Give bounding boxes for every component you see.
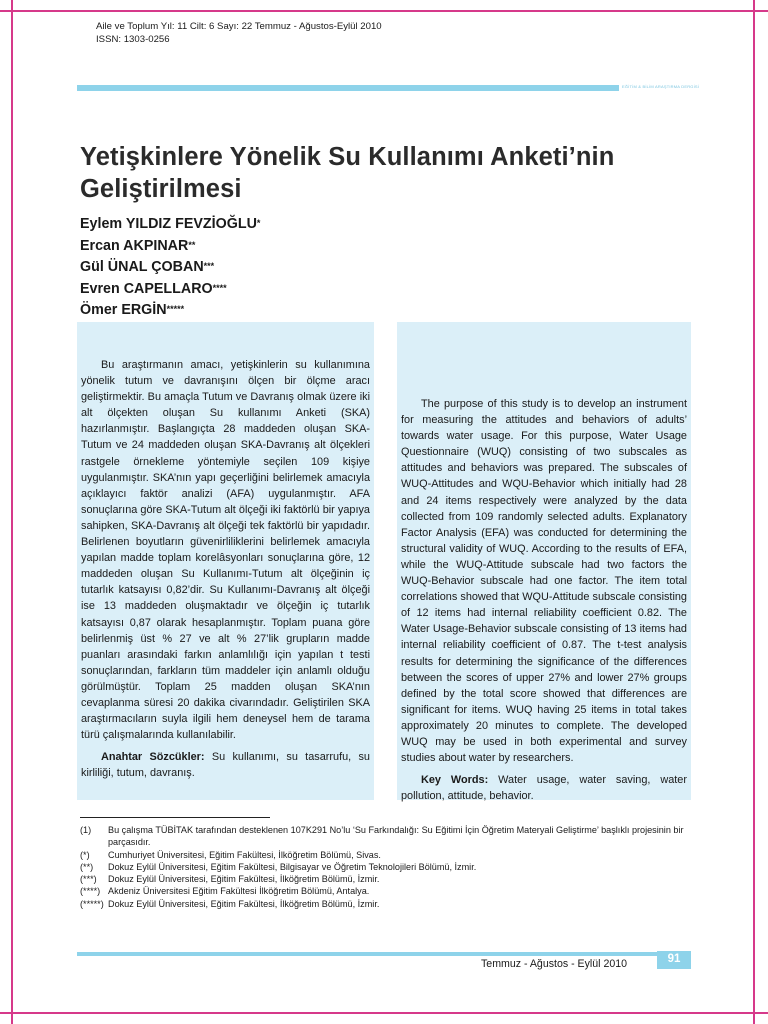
author	[80, 279, 260, 301]
footnote	[80, 885, 695, 897]
header-accent-bar	[77, 85, 619, 91]
footnote-mark: (*****)	[80, 898, 104, 909]
keywords-tr-label: Anahtar Sözcükler:	[101, 751, 205, 764]
author-mark: ***	[203, 261, 215, 272]
keywords-en	[401, 772, 687, 804]
footnote-separator	[80, 817, 270, 818]
author-name: Ercan AKPINAR	[80, 237, 189, 254]
author-list	[80, 214, 260, 322]
footnote-mark: (*)	[80, 849, 90, 860]
keywords-en-list: Water usage, water saving, water pollution, attitude, behavior.	[401, 774, 687, 803]
footnote-mark: (**)	[80, 861, 94, 872]
header-bar-tag: EĞİTİM & BİLİM ARAŞTIRMA DERGİSİ	[622, 84, 700, 89]
article-title: Yetişkinlere Yönelik Su Kullanımı Anketi’nin Geliştirilmesi	[80, 143, 615, 203]
footnote	[80, 873, 695, 885]
footnote-text: Cumhuriyet Üniversitesi, Eğitim Fakültesi, İlköğretim Bölümü, Sivas.	[108, 849, 381, 860]
journal-header	[96, 21, 382, 46]
keywords-en-label: Key Words:	[421, 774, 489, 787]
author-name: Gül ÜNAL ÇOBAN	[80, 259, 204, 276]
footnote-mark: (***)	[80, 874, 97, 885]
author	[80, 214, 260, 236]
abstract-turkish	[77, 322, 374, 800]
author-name: Evren CAPELLARO	[80, 280, 213, 297]
author-mark: *****	[166, 304, 185, 315]
footnote	[80, 824, 695, 849]
keywords-tr-list: Su kullanımı, su tasarrufu, su kirliliği, tutum, davranış.	[81, 751, 370, 780]
footnote	[80, 898, 695, 910]
footnote-mark: (1)	[80, 825, 92, 835]
keywords-tr	[81, 749, 370, 781]
trim-line-right	[753, 0, 755, 1024]
trim-line-left	[11, 0, 13, 1024]
author-mark: **	[188, 239, 196, 250]
footer-accent-bar	[77, 952, 657, 956]
abstract-tr-text: Bu araştırmanın amacı, yetişkinlerin su kullanımına yönelik tutum ve davranışını ölçen bir ölçme aracı geliştirmektir. Bu amaçla Tutum ve Davranış olmak üzere iki alt ölçekten oluşan Su kullanımı Anketi (SKA) hazırlanmıştır. Başlangıçta 28 maddeden oluşan SKA-Tutum ve 24 maddeden oluşan SKA-Davranış alt ölçekleri rastgele örnekleme yöntemiyle seçilen 109 kişiye uygulanmıştır. SKA’nın yapı geçerliğini belirlemek amacıyla açıklayıcı faktör analizi (AFA) uygulanmıştır. AFA sonuçlarına göre SKA-Tutum alt ölçeği iki faktörlü bir yapıya sahipken, SKA-Davranış alt ölçeği tek faktörlü bir yapıdadır. Belirlenen boyutların güvenirliliklerini belirlemek amacıyla yapılan madde toplam korelâsyonları sonuçlarına göre, 12 maddeden oluşan Su Kullanımı-Tutum alt ölçeğinin iç tutarlık katsayısı 0,82’dir. Su Kullanımı-Davranış alt ölçeği ise 13 maddeden oluşmaktadır ve ölçeğin iç tutarlık katsayısı 0,87 olarak hesaplanmıştır. Toplam puana göre belirlenmiş üst % 27 ve alt % 27’lik grupların madde puanları arasındaki farkın anlamlılığı için yapılan t testi sonuçlarından, farkların tüm maddeler için anlamlı olduğu görülmüştür. Toplam 25 madden oluşan SKA’nın cevaplanma süresi 20 dakika civarındadır. Geliştirilen SKA araştırmacıların suyla ilgili hem deneysel hem de tarama türü çalışmalarında kullanılabilir.	[81, 359, 370, 742]
trim-line-top	[0, 10, 768, 12]
footnote-mark: (****)	[80, 886, 101, 897]
abstract-en-text: The purpose of this study is to develop an instrument for measuring the attitudes and behaviors of adults’ towards water usage. For this purpose, Water Usage Questionnaire (WUQ) consisting of two subscales as attitudes and behaviors was prepared. The subscales of WUQ-Attitudes and WQU-Behavior which initially had 28 and 24 items respectively were analyzed by the data collected from 109 randomly selected adults. Explanatory Factor Analysis (EFA) was conducted for determining the structural validity of WUQ. According to the results of EFA, while the WUQ-Attitude subscale had two factors the WUQ-Behavior subscale had one factor. The item total correlations showed that WQU-Attitude subscale consisting of 12 items had internal reliability coefficient 0.82. The Water Usage-Behavior subscale consisting of 13 items had internal reliability coefficient of 0.87. The t-test analysis results for determining the significance of the differences between the scores of upper 27% and lower 27% groups defined by the total score showed that differences are significant for items. WUQ having 25 items in total takes approximately 20 minutes to complete. The developed WUQ may be used in both experimental and survey studies about water by researchers.	[401, 398, 687, 765]
page-number: 91	[657, 951, 691, 969]
trim-line-bottom	[0, 1012, 768, 1014]
footnote-text: Dokuz Eylül Üniversitesi, Eğitim Fakültesi, Bilgisayar ve Öğretim Teknolojileri Bölümü, İzmir.	[108, 861, 477, 872]
footnote-text: Bu çalışma TÜBİTAK tarafından desteklenen 107K291 No’lu ‘Su Farkındalığı: Su Eğitimi İçin Öğretim Materyali Geliştirme’ başlıklı projesinin bir parçasıdır.	[108, 825, 684, 848]
author-mark: *	[256, 218, 261, 228]
author	[80, 236, 260, 258]
author	[80, 257, 260, 279]
author-name: Eylem YILDIZ FEVZİOĞLU	[80, 216, 257, 232]
footnote	[80, 861, 695, 873]
footnote	[80, 849, 695, 861]
footnotes	[80, 824, 695, 910]
journal-issn: ISSN: 1303-0256	[96, 33, 170, 45]
footnote-text: Dokuz Eylül Üniversitesi, Eğitim Fakültesi, İlköğretim Bölümü, İzmir.	[108, 874, 380, 885]
footer-issue: Temmuz - Ağustos - Eylül 2010	[481, 958, 628, 970]
author	[80, 300, 260, 322]
author-name: Ömer ERGİN	[80, 302, 167, 319]
footnote-text: Akdeniz Üniversitesi Eğitim Fakültesi İlköğretim Bölümü, Antalya.	[108, 886, 370, 897]
abstract-english	[397, 322, 691, 803]
footnote-text: Dokuz Eylül Üniversitesi, Eğitim Fakültesi, İlköğretim Bölümü, İzmir.	[108, 898, 380, 909]
author-mark: ****	[212, 282, 227, 293]
journal-issue-line: Aile ve Toplum Yıl: 11 Cilt: 6 Sayı: 22 Temmuz - Ağustos-Eylül 2010	[96, 21, 382, 32]
